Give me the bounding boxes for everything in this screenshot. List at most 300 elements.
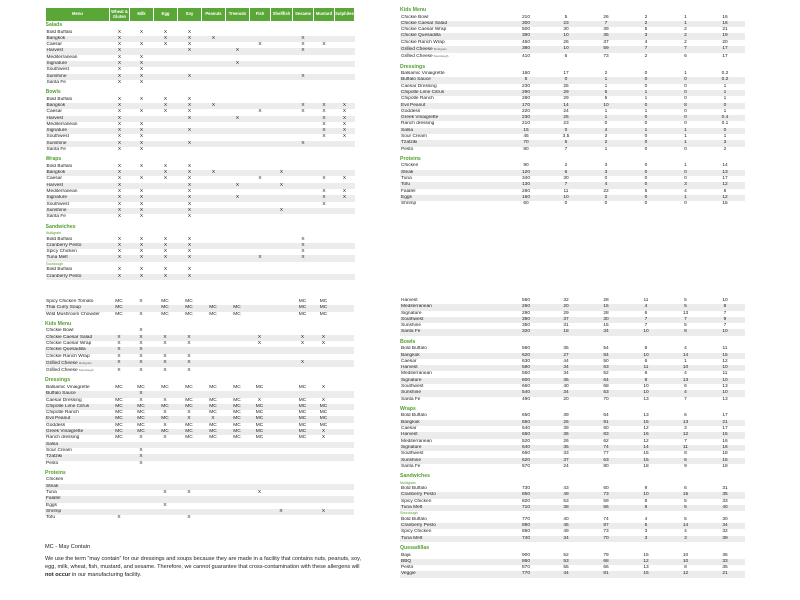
allergen-cell: X: [163, 163, 168, 169]
nutrition-value: 74: [603, 516, 609, 522]
nutrition-value: 390: [506, 33, 546, 39]
allergen-cell: X: [335, 116, 355, 122]
nutrition-value: 550: [521, 371, 530, 377]
nutrition-value: 30: [563, 176, 569, 182]
item-name-text: Sunshine: [401, 457, 422, 463]
allergen-cell: X: [322, 121, 326, 127]
nutrition-value: 7: [666, 46, 705, 53]
subsection-label: Sourdough: [45, 261, 64, 266]
nutrition-value: 16: [626, 432, 666, 438]
nutrition-value: 16: [722, 14, 728, 20]
nutrition-value: 7: [546, 182, 586, 188]
item-name-text: Chickie Caesar Salad: [401, 20, 448, 26]
allergen-cell: X: [129, 347, 153, 353]
section-label: Sandwiches: [400, 473, 430, 480]
allergen-cell: MC: [185, 397, 193, 403]
item-name-text: Signature: [401, 310, 422, 316]
allergen-cell: MC: [129, 404, 153, 410]
allergen-cell: [202, 274, 226, 280]
allergen-cell: MC: [209, 435, 217, 441]
allergen-cell: X: [226, 195, 250, 201]
item-name-text: Mediterranean: [46, 54, 78, 60]
nutrition-value: 80: [523, 146, 529, 152]
allergen-cell: X: [163, 176, 168, 182]
nutrition-value: 5: [564, 14, 568, 20]
nutrition-value: 11: [722, 371, 728, 377]
allergen-cell: X: [117, 134, 122, 140]
allergen-cell: X: [187, 489, 191, 495]
nutrition-value: 0: [684, 176, 687, 182]
allergen-cell: [201, 367, 225, 374]
allergen-cell: X: [201, 416, 225, 422]
nutrition-value: 2: [586, 140, 626, 146]
nutrition-value: 2: [644, 14, 648, 20]
nutrition-value: 0: [666, 77, 705, 83]
nutrition-value: 0: [644, 134, 648, 140]
nutrition-value: 1: [586, 115, 626, 121]
nutrition-value: 11: [643, 298, 649, 303]
nutrition-value: 2: [586, 195, 626, 201]
allergen-cell: X: [187, 249, 192, 255]
allergen-cell: X: [163, 397, 167, 403]
table-row: [400, 53, 745, 60]
nutrition-value: 1: [666, 21, 705, 27]
allergen-cell: X: [271, 208, 293, 214]
section-label: Dressings: [400, 63, 426, 70]
allergen-cell: X: [154, 243, 178, 249]
item-name-text: Chicken: [46, 477, 64, 483]
allergen-cell: X: [292, 335, 313, 341]
item-tag: Multigrain: [78, 360, 92, 365]
nutrition-value: 54: [603, 346, 609, 352]
allergen-cell: X: [110, 103, 130, 109]
nutrition-value: 0: [684, 146, 687, 152]
item-name-text: Buffalo Sauce: [46, 391, 76, 397]
allergen-cell: MC: [233, 397, 241, 403]
allergen-cell: X: [163, 236, 168, 242]
nutrition-value: 640: [521, 426, 530, 432]
nutrition-value: 600: [506, 378, 546, 384]
nutrition-value: 1: [644, 96, 648, 102]
item-name-text: Caesar: [46, 42, 62, 48]
nutrition-value: 770: [521, 516, 530, 522]
nutrition-value: 28: [603, 310, 609, 316]
allergen-cell: X: [187, 236, 192, 242]
nutrition-value: 620: [506, 353, 546, 359]
allergen-cell: X: [163, 42, 168, 48]
allergen-cell: MC: [209, 410, 217, 416]
nutrition-value: 63: [586, 458, 626, 464]
nutrition-value: 13: [722, 396, 728, 402]
item-name-text: Tofu: [46, 515, 56, 521]
allergen-cell: X: [163, 410, 167, 416]
allergen-cell: X: [187, 96, 192, 102]
allergen-cell: X: [178, 195, 202, 201]
section-heading-dressings: [400, 64, 745, 72]
nutrition-value: 450: [521, 39, 530, 45]
allergen-cell: MC: [255, 435, 264, 441]
allergen-cell: [313, 367, 334, 374]
nutrition-value: 52: [603, 371, 609, 377]
allergen-cell: X: [178, 48, 202, 54]
nutrition-value: 68: [603, 384, 609, 390]
nutrition-value: 4: [626, 304, 666, 310]
nutrition-value: 26: [563, 39, 569, 45]
nutrition-value: 6: [546, 170, 586, 176]
nutrition-value: 10: [643, 384, 649, 390]
item-name-text: Cranberry Pesto: [46, 273, 82, 279]
allergen-cell: MC: [129, 416, 153, 422]
section-heading-dressings: [45, 377, 354, 385]
nutrition-value: 31: [563, 323, 569, 329]
allergen-cell: MC: [249, 416, 270, 422]
nutrition-value: 6: [684, 53, 687, 59]
nutrition-value: 1: [684, 134, 687, 140]
nutrition-value: 60: [523, 201, 529, 207]
nutrition-value: 35: [586, 33, 626, 39]
allergen-cell: X: [139, 147, 144, 153]
nutrition-value: 650: [521, 413, 530, 419]
nutrition-value: 1: [723, 108, 727, 114]
table-row: [45, 515, 354, 521]
nutrition-value: 12: [643, 426, 649, 432]
allergen-cell: X: [139, 163, 144, 169]
nutrition-value: 53: [546, 559, 586, 565]
nutrition-value: 3.5: [562, 134, 570, 140]
allergen-cell: MC: [298, 410, 307, 416]
item-name-text: Tuna: [401, 176, 412, 182]
allergen-cell: X: [258, 109, 262, 115]
allergen-cell: X: [271, 183, 293, 189]
allergen-cell: X: [139, 29, 144, 35]
nutrition-value: 7: [684, 396, 687, 402]
nutrition-value: 10: [705, 378, 745, 384]
nutrition-value: 26: [546, 420, 586, 426]
allergen-cell: X: [301, 42, 305, 48]
nutrition-value: 15: [705, 432, 745, 438]
item-name-text: Falafel: [401, 188, 416, 194]
section-heading-wraps: [46, 156, 355, 164]
column-header-wheat-gluten: Wheat & Gluten: [110, 8, 130, 22]
allergen-cell: [250, 274, 271, 280]
nutrition-value: 5: [666, 304, 705, 310]
allergen-cell: MC: [319, 422, 328, 428]
nutrition-value: 80: [603, 463, 609, 469]
allergen-cell: [225, 515, 249, 521]
nutrition-value: 5: [684, 498, 687, 504]
nutrition-value: 20: [722, 39, 728, 45]
allergen-cell: X: [321, 397, 326, 403]
item-name-text: Harvest: [401, 298, 418, 303]
nutrition-value: 4: [644, 39, 648, 45]
allergen-cell: MC: [201, 404, 225, 410]
nutrition-value: 10: [666, 365, 705, 371]
item-name-text: Shrimp: [401, 201, 417, 207]
section-heading-salads: [46, 22, 355, 30]
nutrition-value: 1: [644, 108, 648, 114]
nutrition-value: 0: [666, 90, 705, 96]
nutrition-value: 40: [563, 384, 569, 390]
nutrition-value: 8: [705, 304, 745, 310]
nutrition-value: 2: [604, 134, 608, 140]
nutrition-value: 1: [604, 83, 608, 89]
allergen-cell: X: [321, 384, 326, 390]
nutrition-value: 1: [684, 358, 687, 364]
nutrition-value: 390: [506, 317, 546, 323]
allergen-cell: MC: [292, 416, 313, 422]
nutrition-value: 1: [705, 90, 745, 96]
nutrition-value: 17: [722, 53, 728, 59]
allergen-cell: X: [187, 176, 192, 182]
allergen-cell: X: [129, 391, 153, 397]
section-label: Dressings: [45, 377, 71, 384]
item-name-text: Caesar Dressing: [401, 83, 437, 89]
nutrition-value: 1: [684, 163, 687, 169]
column-header-fish: Fish: [250, 8, 271, 22]
nutrition-value: 15: [722, 201, 728, 207]
allergen-cell: X: [139, 121, 144, 127]
item-name-text: Bold Buffalo: [46, 29, 73, 35]
nutrition-value: 7: [666, 317, 705, 323]
item-name-text: Chipotle Ranch: [46, 410, 79, 416]
nutrition-value: 150: [506, 195, 546, 201]
allergen-cell: X: [226, 61, 250, 67]
allergen-cell: X: [178, 183, 202, 189]
allergen-cell: MC: [255, 422, 264, 428]
table-row: [45, 360, 354, 367]
item-name-text: Mediterranean: [401, 371, 432, 377]
item-name-text: Santa Fe: [46, 79, 66, 85]
nutrition-value: 8: [684, 565, 687, 571]
item-name-text: Southwest: [401, 384, 424, 390]
nutrition-value: 31: [722, 486, 728, 492]
nutrition-value: 0.2: [721, 71, 729, 77]
nutrition-value: 37: [546, 317, 586, 323]
nutrition-value: 32: [563, 298, 569, 303]
item-name-text: Caesar: [46, 176, 62, 182]
item-name-text: Tzatziki: [46, 454, 63, 460]
allergen-cell: X: [117, 29, 122, 35]
allergen-cell: MC: [209, 397, 217, 403]
allergen-cell: X: [163, 109, 168, 115]
allergen-cell: X: [117, 367, 121, 373]
nutrition-value: 10: [666, 559, 705, 565]
nutrition-value: 26: [603, 14, 609, 20]
column-header-egg: Egg: [154, 8, 178, 22]
allergen-cell: X: [321, 435, 326, 441]
nutrition-value: 9: [644, 486, 648, 492]
allergen-cell: X: [163, 489, 167, 495]
allergen-cell: X: [178, 208, 202, 214]
column-header-menu: Menu: [46, 8, 110, 22]
nutrition-value: 15: [603, 323, 609, 329]
item-name-text: Caesar: [46, 109, 62, 115]
allergen-cell: MC: [233, 311, 241, 317]
item-name-text: Grilled Cheese: [46, 360, 78, 366]
allergen-cell: X: [139, 299, 143, 304]
nutrition-value: 290: [506, 90, 546, 96]
nutrition-value: 0.4: [705, 115, 745, 121]
nutrition-value: 44: [546, 571, 586, 577]
nutrition-value: 17: [705, 46, 745, 53]
item-name-text: Chipotle Ranch: [401, 96, 434, 102]
allergen-cell: X: [163, 340, 167, 346]
nutrition-value: 15: [626, 458, 666, 464]
nutrition-value: 10: [626, 492, 666, 498]
nutrition-value: 650: [506, 420, 546, 426]
allergen-cell: MC: [225, 305, 249, 311]
item-name: [45, 367, 109, 374]
allergen-cell: MC: [319, 410, 328, 416]
allergen-cell: X: [110, 195, 130, 201]
allergen-cell: MC: [298, 311, 307, 317]
allergen-cell: X: [322, 189, 326, 195]
allergen-cell: MC: [209, 422, 217, 428]
nutrition-value: 5: [546, 140, 586, 146]
item-name-text: Sour Cream: [46, 447, 72, 453]
item-name-text: Chipotle Lime Citrus: [46, 403, 90, 409]
item-name-text: Goddess: [401, 108, 421, 114]
nutrition-value: 13: [705, 170, 745, 176]
allergen-cell: X: [109, 347, 129, 353]
allergen-cell: [201, 515, 225, 521]
allergen-cell: X: [139, 353, 143, 359]
allergen-cell: MC: [225, 429, 249, 435]
allergen-cell: X: [187, 267, 192, 273]
allergen-cell: MC: [249, 429, 270, 435]
nutrition-value: 0: [626, 77, 666, 83]
nutrition-value: 550: [521, 298, 530, 303]
nutrition-value: 10: [705, 390, 745, 396]
nutrition-value: 6: [684, 486, 687, 492]
allergen-cell: MC: [177, 429, 201, 435]
nutrition-value: 0: [705, 103, 745, 109]
subsection-label: Multigrain: [400, 480, 416, 485]
allergen-cell: X: [301, 109, 305, 115]
allergen-cell: X: [322, 109, 326, 115]
nutrition-value: 60: [603, 426, 609, 432]
section-label: Wraps: [45, 156, 62, 163]
item-name-text: Cranberry Pesto: [401, 492, 436, 498]
nutrition-value: 650: [521, 451, 530, 457]
allergen-cell: X: [257, 489, 262, 495]
allergen-cell: MC: [109, 404, 129, 410]
nutrition-value: 37: [546, 458, 586, 464]
nutrition-value: 33: [563, 451, 569, 457]
nutrition-value: 3: [644, 529, 648, 535]
item-name-text: Chickie Caesar Wrap: [401, 27, 447, 33]
allergen-cell: X: [117, 79, 122, 85]
allergen-cell: X: [153, 335, 177, 341]
nutrition-value: 64: [586, 378, 626, 384]
nutrition-value: 21: [705, 571, 745, 577]
allergen-cell: X: [301, 249, 305, 255]
item-name-text: Chicken: [401, 163, 419, 169]
allergen-cell: X: [117, 515, 121, 521]
column-header-sesame: Sesame: [293, 8, 314, 22]
nutrition-value: 730: [521, 486, 530, 492]
allergen-cell: X: [110, 74, 130, 80]
allergen-cell: X: [117, 236, 122, 242]
item-name-text: Chickie Quesadilla: [46, 347, 86, 353]
allergen-cell: X: [117, 42, 122, 48]
nutrition-value: 25: [546, 115, 586, 121]
allergen-cell: X: [139, 79, 144, 85]
nutrition-value: 30: [722, 516, 728, 522]
item-name-text: BBQ: [401, 558, 412, 564]
item-name-text: Santa Fe: [401, 463, 421, 469]
section-label: Bowls: [400, 338, 416, 345]
nutrition-value: 7: [684, 438, 687, 444]
allergen-cell: MC: [313, 305, 334, 311]
nutrition-value: 44: [563, 358, 569, 364]
allergen-cell: X: [226, 48, 250, 54]
allergen-cell: X: [110, 48, 130, 54]
nutrition-table-upper: [400, 7, 745, 208]
nutrition-value: 120: [506, 170, 546, 176]
nutrition-value: 260: [506, 304, 546, 310]
allergen-cell: [271, 274, 293, 280]
nutrition-value: 380: [506, 46, 546, 53]
allergen-cell: X: [154, 103, 178, 109]
item-name-text: Eggs: [401, 194, 412, 200]
nutrition-value: 2: [644, 53, 648, 59]
item-name: [45, 360, 109, 367]
item-name-text: Grilled Cheese: [401, 54, 433, 60]
item-name-text: Chickie Caesar Salad: [46, 334, 93, 340]
allergen-cell: MC: [292, 404, 313, 410]
column-header-sulphites: Sulphites: [335, 8, 355, 22]
allergen-cell: MC: [225, 416, 249, 422]
nutrition-value: 11: [626, 365, 666, 371]
allergen-cell: X: [293, 36, 314, 42]
allergen-cell: MC: [298, 299, 307, 304]
nutrition-value: 2: [684, 39, 687, 45]
nutrition-value: 320: [506, 329, 546, 335]
table-row: [46, 274, 355, 280]
nutrition-value: 0.2: [705, 77, 745, 83]
allergen-cell: X: [313, 429, 334, 435]
nutrition-value: 490: [521, 396, 530, 402]
nutrition-value: 50: [603, 358, 609, 364]
allergen-cell: MC: [249, 404, 270, 410]
allergen-cell: X: [117, 249, 122, 255]
item-name-text: Chickie Bowl: [401, 14, 429, 20]
item-name-text: Evil Peanut: [401, 102, 426, 108]
item-name-text: Spicy Chicken Tomato: [46, 299, 94, 304]
nutrition-value: 29: [563, 310, 569, 316]
allergen-cell: X: [110, 170, 130, 176]
allergen-cell: X: [109, 360, 129, 367]
nutrition-value: 12: [626, 559, 666, 565]
nutrition-table-lower: [400, 298, 745, 578]
nutrition-value: 53: [586, 390, 626, 396]
nutrition-value: 8: [666, 103, 705, 109]
disclaimer-text: We use the term “may contain” for our dressings and soups because they are made in a facility that contains nuts, peanuts, soy, egg, milk, wheat, fish, mustard, and sesame. Therefore, we cannot guarantee that cross-contamination with these allergens will not occur in our manufacturing facility.: [45, 556, 362, 578]
allergen-cell: X: [139, 328, 143, 334]
allergen-cell: X: [117, 176, 122, 182]
item-name-text: Southwest: [401, 316, 424, 322]
allergen-cell: X: [177, 360, 201, 367]
nutrition-value: 10: [722, 298, 728, 303]
allergen-cell: X: [139, 134, 144, 140]
nutrition-value: 0: [666, 115, 705, 121]
nutrition-value: 2: [564, 163, 568, 169]
nutrition-value: 10: [682, 552, 689, 558]
nutrition-value: 8: [626, 378, 666, 384]
nutrition-value: 20: [563, 396, 569, 402]
nutrition-value: 540: [506, 390, 546, 396]
